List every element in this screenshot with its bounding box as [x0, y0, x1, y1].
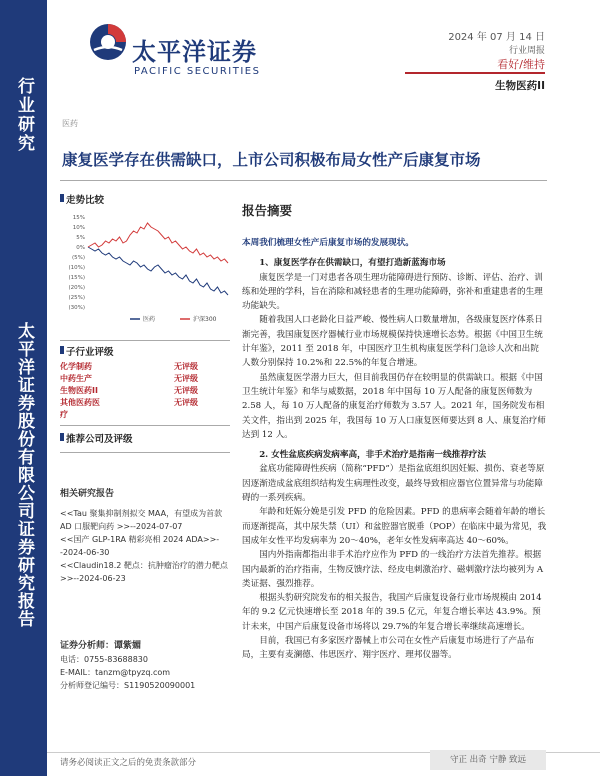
y-tick-label: (10%) [68, 265, 85, 271]
summary-title: 报告摘要 [242, 203, 293, 218]
row-value: 无评级 [174, 362, 198, 371]
analyst-email[interactable]: E-MAIL：tanzm@tpyzq.com [60, 668, 171, 677]
section-heading-1: 1、康复医学存在供需缺口，有望打造新蓝海市场 [259, 258, 446, 269]
paragraph: 康复医学是一门对患者各项生理功能障碍进行预防、诊断、评估、治疗、训练和处理的学科，旨在消除和减轻患者的生理功能障碍，弥补和重建患者的生理功能缺失。 [242, 272, 543, 312]
y-tick-label: 10% [72, 225, 85, 231]
sub-rating-heading: 子行业评级 [66, 347, 114, 358]
y-tick-label: 15% [72, 215, 85, 221]
paragraph: 目前，我国已有多家医疗器械上市公司在女性产后康复市场进行了产品布局，主要有麦澜德、伟思医疗、翔宇医疗、理邦仪器等。 [242, 636, 535, 661]
y-tick-label: (20%) [68, 285, 85, 291]
y-tick-labels [68, 215, 85, 311]
section-marker-icon [60, 194, 64, 202]
series-line [88, 223, 228, 263]
trend-heading: 走势比较 [66, 195, 105, 206]
section-heading-2: 2. 女性盆底疾病发病率高，非手术治疗是指南一线推荐疗法 [259, 450, 486, 461]
row-value: 无评级 [174, 398, 198, 407]
series-line [88, 247, 228, 295]
related-link[interactable]: <<Tau 聚集抑制剂拟交 MAA，有望成为首款 AD 口服靶向药 >>--2024-07-07 [60, 509, 223, 531]
related-link[interactable]: <<国产 GLP-1RA 精彩亮相 2024 ADA>>--2024-06-30 [60, 535, 220, 557]
analyst-license: 分析师登记编号：S1190520090001 [60, 681, 196, 690]
sub-rating-table [60, 361, 230, 421]
footer-disclaimer: 请务必阅读正文之后的免责条款部分 [60, 758, 197, 768]
sidebar-firm: 太平洋证券股份有限公司证券研究报告 [14, 322, 34, 628]
y-tick-label: (25%) [68, 295, 85, 301]
trend-chart [60, 205, 232, 330]
table-row [60, 385, 230, 397]
table-row [60, 397, 230, 409]
left-divider-1 [60, 340, 230, 341]
industry-name: 生物医药II [495, 80, 545, 92]
paragraph: 盆底功能障碍性疾病（简称“PFD”）是指盆底组织因妊娠、损伤、衰老等原因逐渐造成盆底组织结构发生病理性改变，最终导致相应器官位置异常与功能障碍的一系列疾病。 [242, 464, 545, 504]
sidebar-band [0, 0, 47, 776]
related-link[interactable]: <<Claudin18.2 靶点：抗肿瘤治疗的潜力靶点>>--2024-06-23 [60, 561, 228, 583]
analyst-heading: 证券分析师：谭紫媚 [60, 641, 142, 651]
paragraph: 根据头豹研究院发布的相关报告，我国产后康复设备行业市场规模由 2014 年的 9.2 亿元快速增长至 2018 年的 39.5 亿元，年复合增长率达 43.9%。预计未来，中国产后康复设备市场将以 29.7%的年复合增长率继续高速增长。 [242, 593, 542, 632]
paragraph: 随着我国人口老龄化日益严峻、慢性病人口数量增加，各级康复医疗体系日渐完善，我国康复医疗器械行业市场规模保持快速增长态势。根据《中国卫生统计年鉴》，2011 至 2018 年，中国医疗卫生机构康复医学科门急诊人次和出院人数分别保持 10.2%和 22.5%的年复合增速。 [242, 315, 543, 369]
row-name: 中药生产 [60, 374, 92, 383]
section-marker-icon [60, 433, 64, 441]
report-title: 康复医学存在供需缺口，上市公司积极布局女性产后康复市场 [62, 150, 481, 169]
legend-label: 医药 [143, 316, 156, 323]
legend-label: 沪深300 [193, 316, 217, 323]
analyst-phone: 电话：0755-83688830 [60, 655, 148, 664]
report-date: 2024 年 07 月 14 日 [448, 32, 545, 43]
left-divider-3 [60, 452, 230, 453]
summary-body [242, 236, 547, 663]
row-name: 疗 [60, 410, 68, 419]
recommend-heading: 推荐公司及评级 [66, 434, 133, 445]
chart-series [88, 223, 228, 295]
title-divider [60, 180, 547, 181]
row-name: 生物医药II [60, 386, 98, 395]
analyst-info [60, 640, 230, 692]
industry-rating: 看好/维持 [497, 58, 545, 71]
table-row [60, 373, 230, 385]
left-divider-2 [60, 425, 230, 426]
pacific-logo-icon [88, 22, 128, 62]
category-label: 医药 [62, 119, 78, 128]
sidebar-tag: 行业研究 [14, 77, 34, 153]
y-tick-label: (30%) [68, 305, 85, 311]
table-row [60, 361, 230, 373]
section-marker-icon [60, 346, 64, 354]
header-divider [405, 72, 545, 74]
y-tick-label: 0% [76, 245, 85, 251]
row-value: 无评级 [174, 374, 198, 383]
row-value [174, 409, 230, 421]
paragraph: 虽然康复医学潜力巨大，但目前我国仍存在较明显的供需缺口。根据《中国卫生统计年鉴》和华与威数据，2018 年中国每 10 万人配备的康复医师数为 2.58 人，每 10 万人配备的康复治疗师数为 3.57 人。2021 年，国务院发布相关文件，指出到 2025 年，我国每 10 万人口康复医师要达到 8 人、康复治疗师达到 12 人。 [242, 372, 546, 440]
report-type: 行业周报 [508, 46, 545, 56]
y-tick-label: (5%) [71, 255, 85, 261]
y-tick-label: 5% [76, 235, 85, 241]
related-heading: 相关研究报告 [60, 489, 115, 499]
row-name: 化学制药 [60, 362, 92, 371]
chart-legend [130, 315, 217, 323]
summary-lead: 本周我们梳理女性产后康复市场的发展现状。 [242, 238, 414, 248]
table-row [60, 409, 230, 421]
logo-text-en: PACIFIC SECURITIES [134, 66, 261, 77]
paragraph: 年龄和妊娠分娩是引发 PFD 的危险因素。PFD 的患病率会随着年龄的增长而逐渐提高，其中尿失禁（UI）和盆腔器官脱垂（POP）在临床中最为常见，我国成年女性平均发病率为 20～40%，老年女性发病率高达 40～60%。 [242, 507, 547, 546]
y-tick-label: (15%) [68, 275, 85, 281]
logo-text-cn: 太平洋证券 [132, 38, 257, 66]
row-value: 无评级 [174, 386, 198, 395]
footer-motto: 守正 出奇 宁静 致远 [430, 750, 546, 770]
row-name: 其他医药医 [60, 398, 100, 407]
related-reports [60, 488, 230, 585]
paragraph: 国内外指南都指出非手术治疗应作为 PFD 的一线治疗方法首先推荐。根据国内最新的治疗指南，生物反馈疗法、经皮电刺激治疗、磁刺激疗法均被列为 A 类证据、强烈推荐。 [242, 550, 544, 589]
